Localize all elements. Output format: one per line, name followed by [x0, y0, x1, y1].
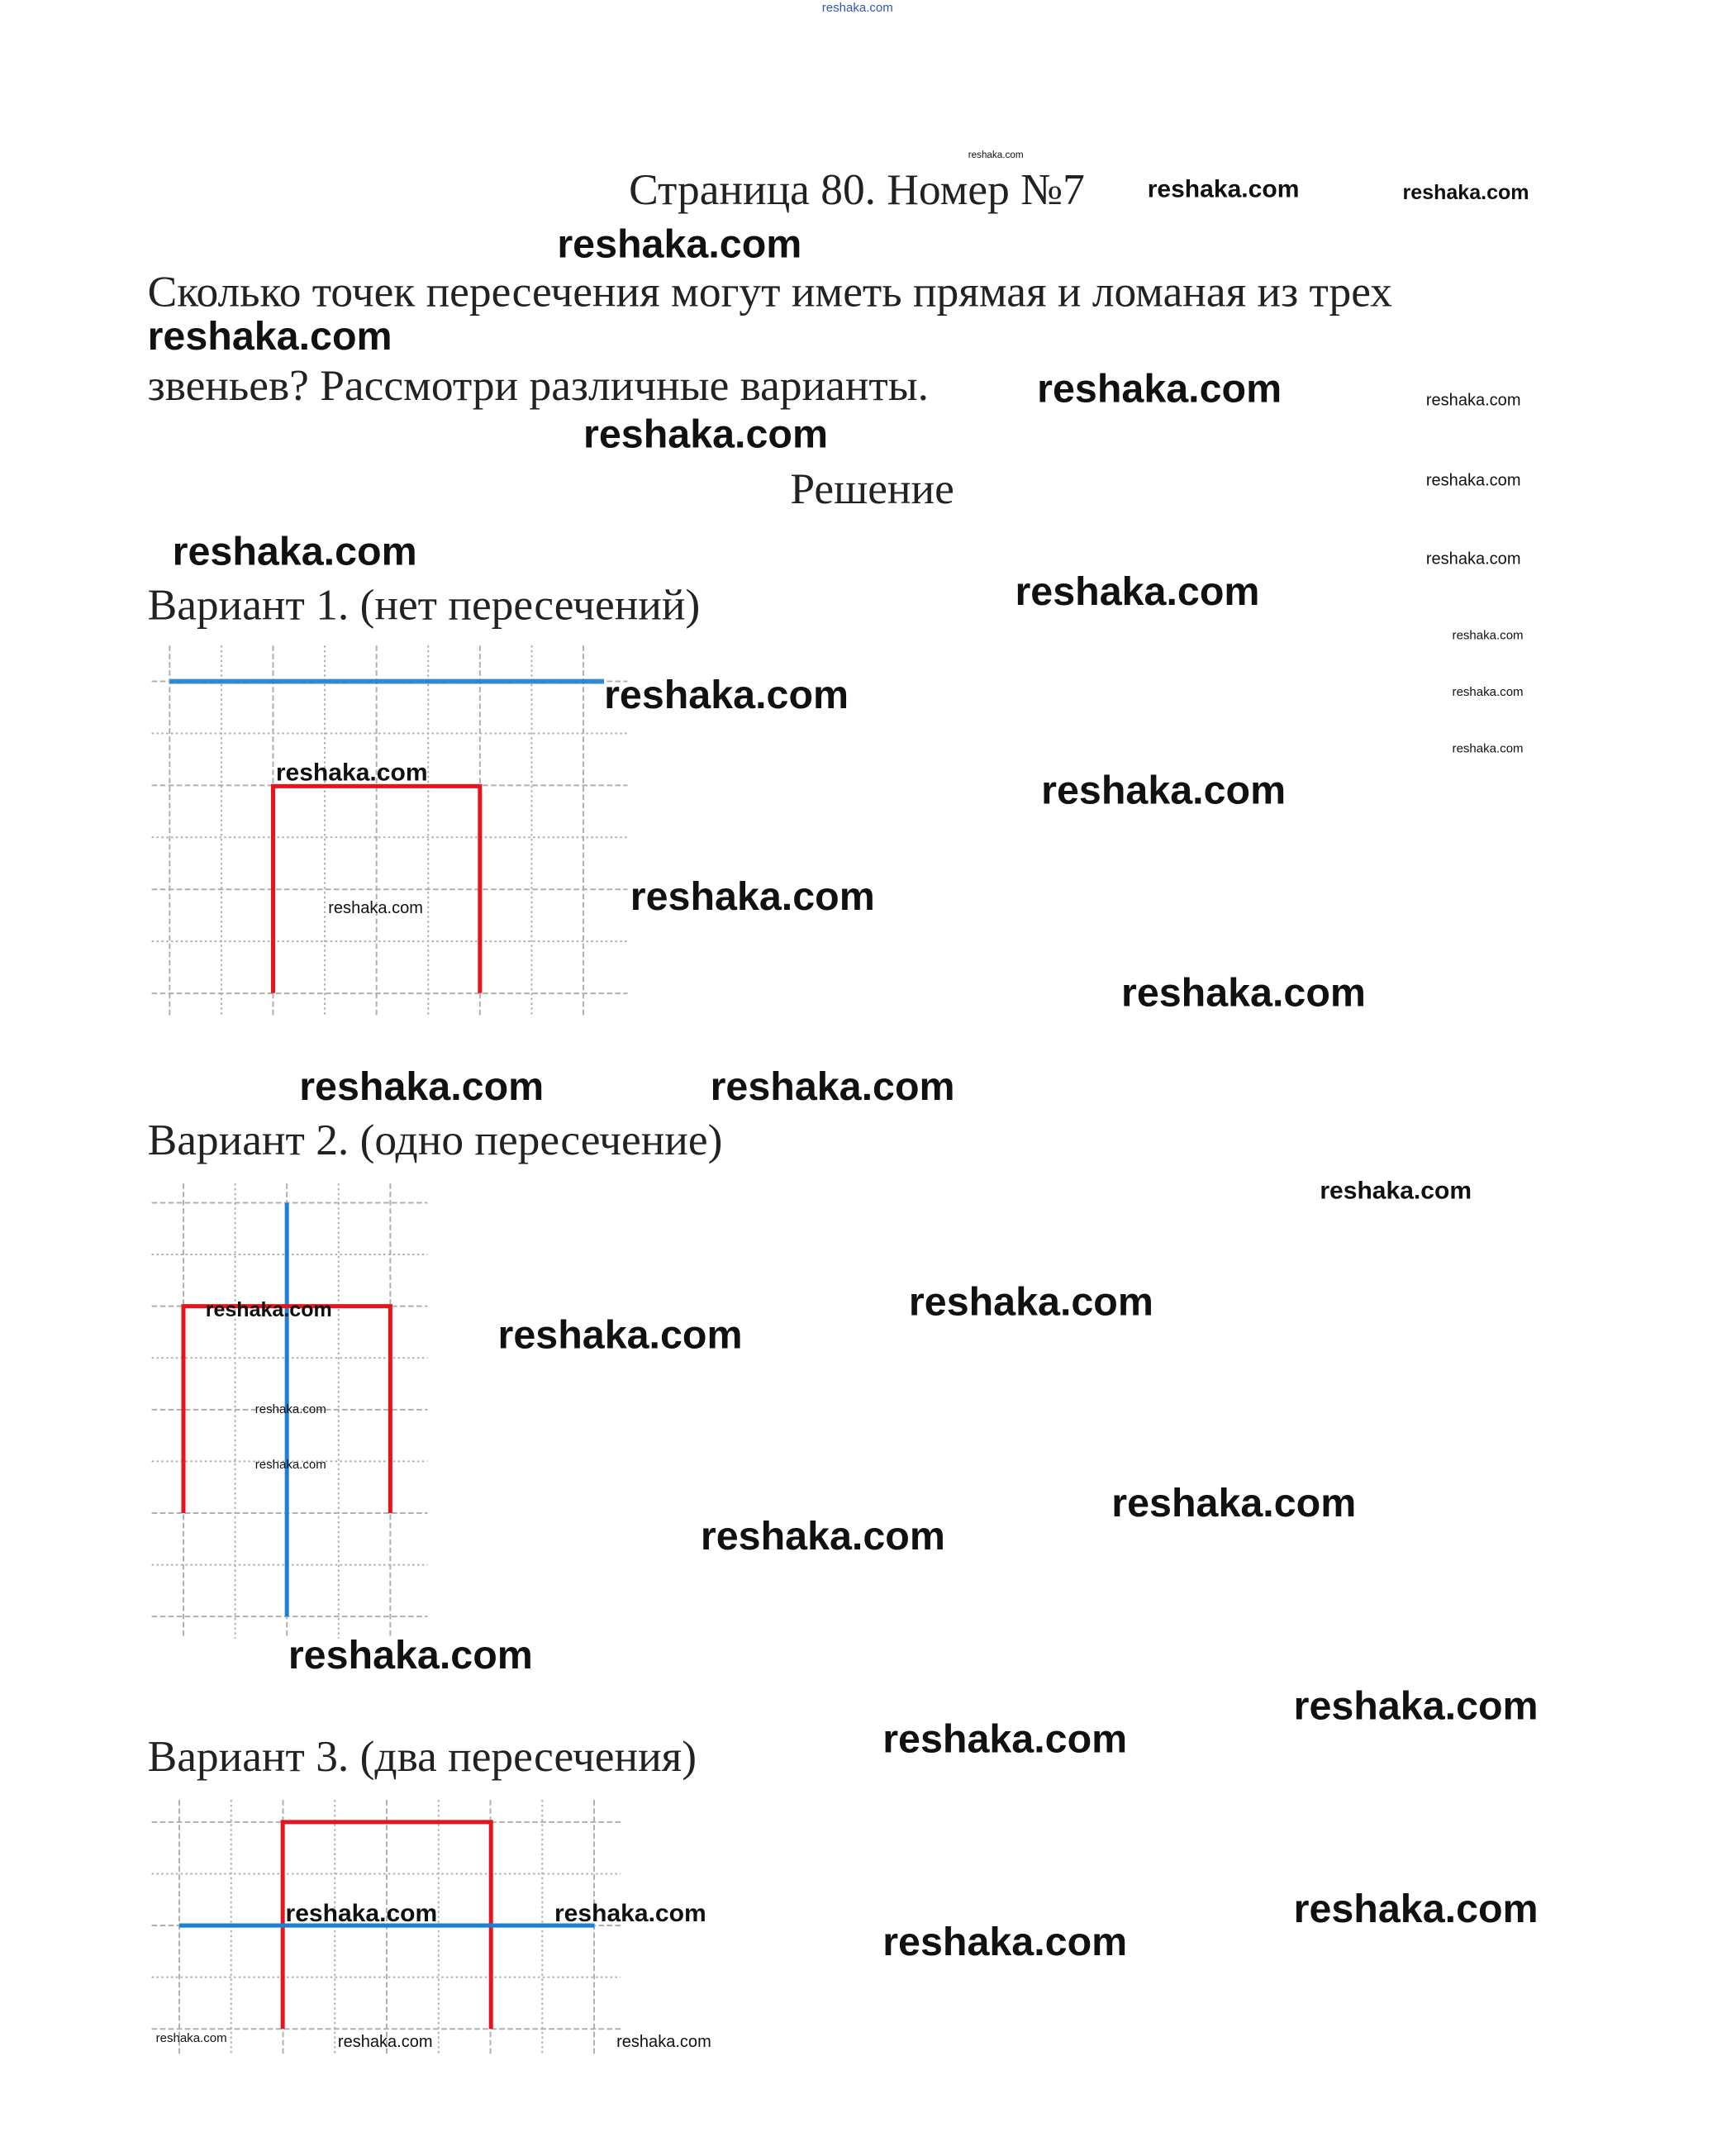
- watermark: reshaka.com: [254, 1457, 326, 1472]
- watermark: reshaka.com: [630, 875, 875, 920]
- variant-3-label: Вариант 3. (два пересечения): [147, 1730, 697, 1781]
- solution-heading: Решение: [790, 463, 954, 513]
- watermark: reshaka.com: [285, 1899, 438, 1927]
- watermark: reshaka.com: [700, 1515, 945, 1559]
- watermark: reshaka.com: [1293, 1684, 1539, 1730]
- watermark: reshaka.com: [616, 2031, 711, 2051]
- watermark: reshaka.com: [1452, 628, 1524, 642]
- watermark: reshaka.com: [583, 412, 829, 458]
- watermark: reshaka.com: [205, 1298, 332, 1322]
- watermark: reshaka.com: [328, 897, 423, 917]
- watermark: reshaka.com: [710, 1065, 955, 1110]
- watermark: reshaka.com: [1041, 769, 1287, 813]
- watermark: reshaka.com: [604, 673, 849, 718]
- watermark: reshaka.com: [821, 0, 893, 15]
- variant-2-label: Вариант 2. (одно пересечение): [147, 1114, 723, 1164]
- watermark: reshaka.com: [1120, 971, 1366, 1016]
- watermark: reshaka.com: [172, 530, 417, 575]
- watermark: reshaka.com: [299, 1065, 545, 1110]
- watermark: reshaka.com: [1320, 1176, 1472, 1205]
- watermark: reshaka.com: [275, 759, 428, 787]
- watermark: reshaka.com: [1452, 741, 1524, 755]
- watermark: reshaka.com: [497, 1313, 743, 1359]
- page-title: Страница 80. Номер №7: [629, 164, 1085, 214]
- watermark: reshaka.com: [288, 1634, 533, 1678]
- watermark: reshaka.com: [1147, 174, 1300, 203]
- watermark: reshaka.com: [557, 222, 802, 267]
- watermark: reshaka.com: [1037, 367, 1282, 412]
- watermark: reshaka.com: [337, 2031, 433, 2051]
- watermark: reshaka.com: [1425, 549, 1521, 569]
- watermark: reshaka.com: [1452, 684, 1524, 699]
- grid-variant-1: [152, 645, 628, 1016]
- task-line-2: звеньев? Рассмотри различные варианты.: [147, 359, 930, 410]
- watermark: reshaka.com: [254, 1402, 326, 1416]
- watermark: reshaka.com: [968, 150, 1024, 161]
- watermark: reshaka.com: [882, 1717, 1128, 1763]
- watermark: reshaka.com: [1402, 181, 1529, 205]
- watermark: reshaka.com: [1425, 390, 1521, 410]
- watermark: reshaka.com: [1293, 1887, 1539, 1932]
- watermark: reshaka.com: [1425, 470, 1521, 490]
- watermark: reshaka.com: [155, 2030, 227, 2045]
- watermark: reshaka.com: [1015, 570, 1260, 615]
- watermark: reshaka.com: [882, 1920, 1128, 1965]
- watermark: reshaka.com: [554, 1899, 706, 1927]
- watermark: reshaka.com: [908, 1280, 1153, 1325]
- watermark: reshaka.com: [1111, 1482, 1357, 1526]
- variant-1-label: Вариант 1. (нет пересечений): [147, 579, 701, 630]
- task-line-1: Сколько точек пересечения могут иметь прямая и ломаная из трех: [147, 266, 1392, 316]
- watermark: reshaka.com: [147, 315, 392, 359]
